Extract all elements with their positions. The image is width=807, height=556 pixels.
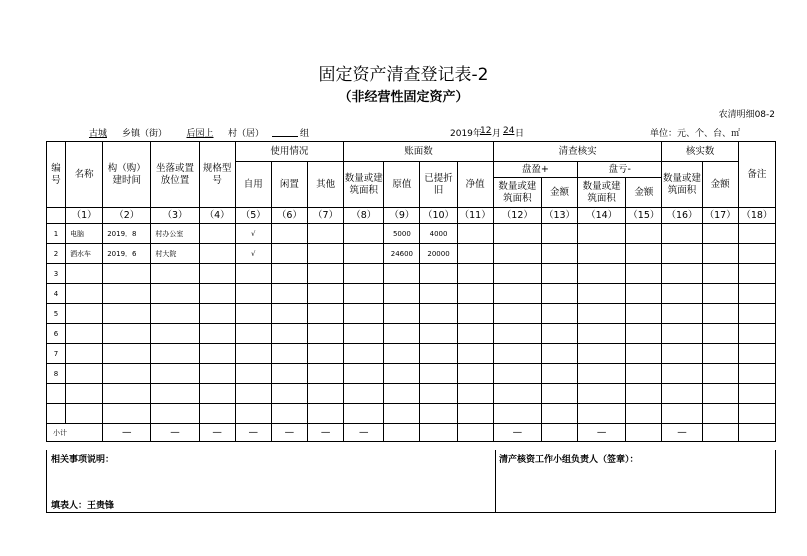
cell-v-qty (662, 264, 702, 284)
cell-no (47, 404, 66, 424)
unit-label: 单位：元、个、台、㎡ (650, 129, 741, 139)
col-location: 坐落或置放位置 (151, 142, 199, 208)
cell-v-amt (702, 244, 738, 264)
subtotal-dash: — (103, 424, 151, 442)
cell-qty (344, 404, 384, 424)
cell-qty (344, 284, 384, 304)
cell-l-amt (626, 304, 662, 324)
cell-s-qty (493, 224, 541, 244)
cell-idle (271, 264, 307, 284)
cell-build-time (103, 284, 151, 304)
village-label: 村（居） (228, 129, 265, 139)
cell-build-time (103, 404, 151, 424)
cell-location (151, 404, 199, 424)
cell-no (47, 384, 66, 404)
cell-model (199, 364, 235, 384)
table-row (47, 404, 776, 424)
cell-v-qty (662, 384, 702, 404)
table-row (47, 284, 776, 304)
cell-build-time: 2019．6 (103, 244, 151, 264)
col-book-qty: 数量或建筑面积 (344, 162, 384, 208)
date-day-label: 日 (515, 129, 525, 139)
cell-l-qty (578, 364, 626, 384)
cell-net-value (457, 404, 493, 424)
cell-other (308, 324, 344, 344)
cell-model (199, 264, 235, 284)
cell-v-qty (662, 404, 702, 424)
subtotal-dash: — (578, 424, 626, 442)
cell-self-use: √ (235, 244, 271, 264)
cell-l-amt (626, 264, 662, 284)
cell-other (308, 224, 344, 244)
cell-v-amt (702, 404, 738, 424)
cell-s-qty (493, 264, 541, 284)
column-number: （4） (199, 208, 235, 224)
table-row (47, 344, 776, 364)
cell-qty (344, 384, 384, 404)
cell-name (66, 384, 103, 404)
cell-idle (271, 244, 307, 264)
cell-depreciation (420, 324, 457, 344)
cell-s-amt (541, 384, 577, 404)
cell-v-qty (662, 324, 702, 344)
cell-l-amt (626, 344, 662, 364)
cell-original-value (384, 364, 420, 384)
cell-name: 电脑 (66, 224, 103, 244)
cell-depreciation (420, 304, 457, 324)
date-month: 12 (480, 126, 492, 136)
cell-model (199, 324, 235, 344)
col-surplus-qty: 数量或建筑面积 (493, 178, 541, 208)
cell-name (66, 304, 103, 324)
cell-no: 6 (47, 324, 66, 344)
column-number: （16） (662, 208, 702, 224)
subtotal-label: 小计 (47, 424, 103, 442)
subtotal-cell (702, 424, 738, 442)
subtotal-dash: — (235, 424, 271, 442)
cell-location: 村办公室 (151, 224, 199, 244)
cell-original-value: 24600 (384, 244, 420, 264)
cell-l-amt (626, 284, 662, 304)
asset-table (46, 141, 776, 442)
filler-label: 填表人：王贵锋 (51, 501, 115, 511)
cell-self-use (235, 344, 271, 364)
col-loss-qty: 数量或建筑面积 (578, 178, 626, 208)
cell-self-use (235, 284, 271, 304)
subtotal-dash: — (344, 424, 384, 442)
subtotal-dash: — (151, 424, 199, 442)
column-number: （2） (103, 208, 151, 224)
cell-l-amt (626, 364, 662, 384)
col-model: 规格型号 (199, 142, 235, 208)
cell-remarks (738, 304, 775, 324)
table-row (47, 324, 776, 344)
cell-l-amt (626, 324, 662, 344)
cell-v-amt (702, 364, 738, 384)
cell-s-qty (493, 384, 541, 404)
cell-s-amt (541, 284, 577, 304)
cell-s-amt (541, 264, 577, 284)
cell-remarks (738, 324, 775, 344)
col-verified: 核实数 (662, 142, 738, 162)
col-other: 其他 (308, 162, 344, 208)
cell-net-value (457, 304, 493, 324)
column-number-row (47, 208, 776, 224)
cell-self-use (235, 324, 271, 344)
cell-original-value (384, 344, 420, 364)
cell-other (308, 344, 344, 364)
column-number: （6） (271, 208, 307, 224)
cell-other (308, 304, 344, 324)
subtotal-dash: — (199, 424, 235, 442)
col-idle: 闲置 (271, 162, 307, 208)
cell-build-time (103, 384, 151, 404)
cell-qty (344, 344, 384, 364)
cell-idle (271, 224, 307, 244)
cell-net-value (457, 324, 493, 344)
cell-qty (344, 264, 384, 284)
col-surplus-amount: 金额 (541, 178, 577, 208)
cell-v-amt (702, 224, 738, 244)
cell-build-time (103, 364, 151, 384)
county-value: 古城 (88, 129, 107, 139)
col-verified-amount: 金额 (702, 162, 738, 208)
cell-l-qty (578, 304, 626, 324)
cell-self-use: √ (235, 224, 271, 244)
cell-self-use (235, 264, 271, 284)
cell-s-qty (493, 304, 541, 324)
cell-no: 4 (47, 284, 66, 304)
cell-original-value: 5000 (384, 224, 420, 244)
cell-model (199, 284, 235, 304)
cell-other (308, 364, 344, 384)
cell-name (66, 324, 103, 344)
column-number: （7） (308, 208, 344, 224)
cell-net-value (457, 244, 493, 264)
cell-v-amt (702, 344, 738, 364)
cell-name (66, 404, 103, 424)
cell-s-amt (541, 404, 577, 424)
cell-s-amt (541, 304, 577, 324)
col-remarks: 备注 (738, 142, 775, 208)
table-row (47, 364, 776, 384)
cell-s-qty (493, 344, 541, 364)
cell-s-qty (493, 284, 541, 304)
cell-no: 7 (47, 344, 66, 364)
col-seq: 编号 (47, 142, 66, 208)
cell-remarks (738, 264, 775, 284)
header-line (46, 126, 776, 140)
cell-name (66, 344, 103, 364)
column-number: （3） (151, 208, 199, 224)
cell-name (66, 284, 103, 304)
cell-l-qty (578, 224, 626, 244)
col-surplus: 盘盈+ (493, 162, 577, 178)
cell-build-time (103, 264, 151, 284)
cell-net-value (457, 284, 493, 304)
table-row (47, 244, 776, 264)
date-month-label: 月 (492, 129, 502, 139)
col-usage: 使用情况 (235, 142, 343, 162)
cell-name (66, 264, 103, 284)
subtotal-cell (457, 424, 493, 442)
cell-s-amt (541, 224, 577, 244)
col-loss-amount: 金额 (626, 178, 662, 208)
cell-location (151, 364, 199, 384)
cell-original-value (384, 384, 420, 404)
cell-self-use (235, 304, 271, 324)
col-depreciation: 已提折旧 (420, 162, 457, 208)
page-title: 固定资产清查登记表-2 (318, 65, 489, 85)
cell-net-value (457, 344, 493, 364)
cell-s-qty (493, 364, 541, 384)
cell-location (151, 344, 199, 364)
cell-depreciation (420, 284, 457, 304)
cell-depreciation: 20000 (420, 244, 457, 264)
group-label: 组 (300, 129, 310, 139)
table-row (47, 224, 776, 244)
cell-no: 8 (47, 364, 66, 384)
cell-name (66, 364, 103, 384)
column-number: （1） (66, 208, 103, 224)
column-number: （17） (702, 208, 738, 224)
cell-build-time (103, 304, 151, 324)
cell-depreciation (420, 344, 457, 364)
cell-s-amt (541, 364, 577, 384)
cell-l-amt (626, 404, 662, 424)
cell-location (151, 264, 199, 284)
subtotal-cell (384, 424, 420, 442)
subtotal-cell (626, 424, 662, 442)
footer-section (46, 450, 776, 513)
cell-s-amt (541, 344, 577, 364)
cell-other (308, 264, 344, 284)
form-code: 农清明细08-2 (718, 110, 775, 120)
date-day: 24 (503, 126, 515, 136)
cell-model (199, 404, 235, 424)
column-number: （5） (235, 208, 271, 224)
cell-other (308, 244, 344, 264)
cell-net-value (457, 264, 493, 284)
cell-model (199, 224, 235, 244)
cell-remarks (738, 244, 775, 264)
cell-idle (271, 304, 307, 324)
subtotal-row (47, 424, 776, 442)
cell-remarks (738, 284, 775, 304)
cell-v-qty (662, 364, 702, 384)
cell-remarks (738, 364, 775, 384)
cell-remarks (738, 384, 775, 404)
col-build-time: 构（购）建时间 (103, 142, 151, 208)
subtotal-cell (420, 424, 457, 442)
cell-depreciation (420, 384, 457, 404)
cell-no: 2 (47, 244, 66, 264)
cell-v-qty (662, 284, 702, 304)
column-number: （10） (420, 208, 457, 224)
subtotal-cell (541, 424, 577, 442)
cell-original-value (384, 304, 420, 324)
cell-net-value (457, 364, 493, 384)
cell-model (199, 244, 235, 264)
column-number: （9） (384, 208, 420, 224)
cell-no: 1 (47, 224, 66, 244)
column-number: （8） (344, 208, 384, 224)
cell-location (151, 324, 199, 344)
cell-l-qty (578, 244, 626, 264)
cell-original-value (384, 284, 420, 304)
cell-l-qty (578, 324, 626, 344)
cell-original-value (384, 324, 420, 344)
cell-other (308, 284, 344, 304)
cell-other (308, 404, 344, 424)
cell-remarks (738, 404, 775, 424)
subtotal-dash: — (493, 424, 541, 442)
cell-self-use (235, 404, 271, 424)
footer-divider (495, 450, 496, 512)
cell-name: 洒水车 (66, 244, 103, 264)
cell-original-value (384, 404, 420, 424)
cell-l-qty (578, 264, 626, 284)
cell-s-qty (493, 244, 541, 264)
cell-v-amt (702, 264, 738, 284)
cell-idle (271, 384, 307, 404)
cell-model (199, 384, 235, 404)
cell-idle (271, 284, 307, 304)
page-subtitle: （非经营性固定资产） (338, 90, 469, 105)
cell-self-use (235, 384, 271, 404)
cell-location: 村大院 (151, 244, 199, 264)
cell-qty (344, 324, 384, 344)
cell-model (199, 304, 235, 324)
cell-l-amt (626, 384, 662, 404)
cell-net-value (457, 224, 493, 244)
cell-build-time (103, 324, 151, 344)
group-value (272, 126, 298, 137)
column-number-blank (47, 208, 66, 224)
notes-label: 相关事项说明： (51, 455, 115, 465)
cell-l-amt (626, 224, 662, 244)
column-number: （14） (578, 208, 626, 224)
cell-original-value (384, 264, 420, 284)
cell-idle (271, 364, 307, 384)
cell-qty (344, 364, 384, 384)
cell-qty (344, 244, 384, 264)
cell-s-amt (541, 244, 577, 264)
column-number: （15） (626, 208, 662, 224)
cell-depreciation (420, 404, 457, 424)
cell-v-amt (702, 324, 738, 344)
cell-qty (344, 224, 384, 244)
cell-l-qty (578, 404, 626, 424)
column-number: （18） (738, 208, 775, 224)
subtotal-dash: — (271, 424, 307, 442)
subtotal-dash: — (308, 424, 344, 442)
cell-idle (271, 324, 307, 344)
cell-no: 3 (47, 264, 66, 284)
cell-other (308, 384, 344, 404)
cell-location (151, 304, 199, 324)
cell-s-amt (541, 324, 577, 344)
cell-qty (344, 304, 384, 324)
table-row (47, 304, 776, 324)
village-value: 后园上 (186, 129, 214, 139)
cell-net-value (457, 384, 493, 404)
signer-label: 清产核资工作小组负责人（签章）： (499, 455, 639, 465)
cell-s-qty (493, 324, 541, 344)
table-row (47, 384, 776, 404)
cell-location (151, 284, 199, 304)
col-verified-qty: 数量或建筑面积 (662, 162, 702, 208)
township-label: 乡镇（街） (122, 129, 168, 139)
subtotal-cell (738, 424, 775, 442)
date-year: 2019年 (450, 129, 482, 139)
cell-depreciation (420, 364, 457, 384)
col-name: 名称 (66, 142, 103, 208)
cell-no: 5 (47, 304, 66, 324)
cell-v-qty (662, 304, 702, 324)
cell-v-amt (702, 284, 738, 304)
col-original-value: 原值 (384, 162, 420, 208)
cell-l-amt (626, 244, 662, 264)
table-row (47, 264, 776, 284)
column-number: （13） (541, 208, 577, 224)
cell-v-qty (662, 344, 702, 364)
cell-remarks (738, 224, 775, 244)
column-number: （11） (457, 208, 493, 224)
cell-v-qty (662, 244, 702, 264)
cell-l-qty (578, 344, 626, 364)
cell-v-qty (662, 224, 702, 244)
col-net-value: 净值 (457, 162, 493, 208)
cell-idle (271, 404, 307, 424)
cell-build-time: 2019．8 (103, 224, 151, 244)
col-loss: 盘亏- (578, 162, 662, 178)
cell-build-time (103, 344, 151, 364)
cell-location (151, 384, 199, 404)
cell-remarks (738, 344, 775, 364)
col-check: 清查核实 (493, 142, 662, 162)
col-book: 账面数 (344, 142, 494, 162)
cell-model (199, 344, 235, 364)
cell-l-qty (578, 284, 626, 304)
subtotal-dash: — (662, 424, 702, 442)
cell-s-qty (493, 404, 541, 424)
col-self-use: 自用 (235, 162, 271, 208)
cell-v-amt (702, 384, 738, 404)
cell-self-use (235, 364, 271, 384)
column-number: （12） (493, 208, 541, 224)
cell-l-qty (578, 384, 626, 404)
cell-v-amt (702, 304, 738, 324)
cell-depreciation (420, 264, 457, 284)
cell-depreciation: 4000 (420, 224, 457, 244)
cell-idle (271, 344, 307, 364)
